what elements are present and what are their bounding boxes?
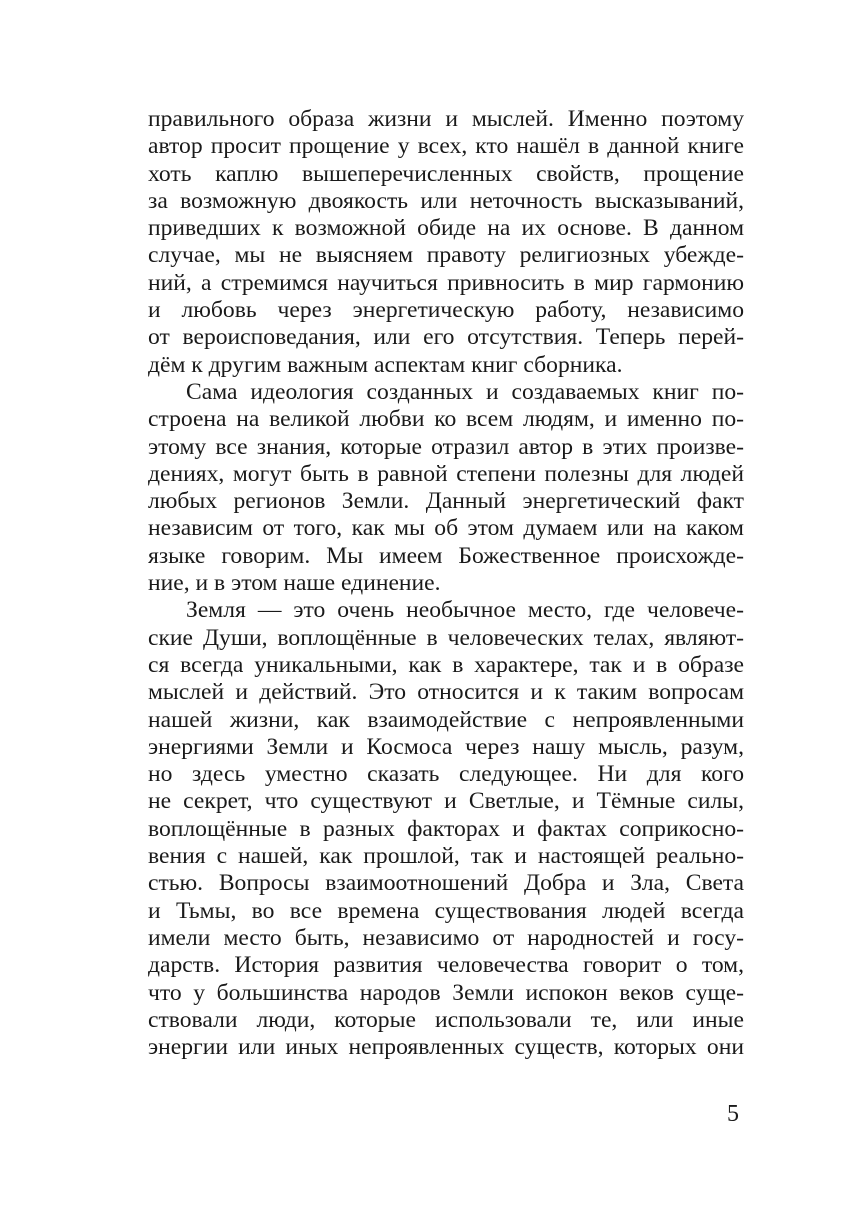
text-line: стью. Вопросы взаимоотношений Добра и Зла, Света [148,870,744,897]
text-line: энергии или иных непроявленных существ, которых они [148,1034,744,1061]
text-line: воплощённые в разных факторах и фактах соприкосно- [148,815,744,842]
text-line: и любовь через энергетическую работу, независимо [148,297,744,324]
text-line: строена на великой любви ко всем людям, и именно по- [148,406,744,433]
text-line: случае, мы не выясняем правоту религиозных убежде- [148,242,744,269]
text-line: приведших к возможной обиде на их основе. В данном [148,215,744,242]
text-line: ские Души, воплощённые в человеческих телах, являют- [148,624,744,651]
text-line: не секрет, что существуют и Светлые, и Тёмные силы, [148,788,744,815]
text-line: Земля — это очень необычное место, где человече- [186,597,744,624]
text-line: ние, и в этом наше единение. [148,570,441,597]
text-line: языке говорим. Мы имеем Божественное происхожде- [148,542,744,569]
text-line: и Тьмы, во все времена существования людей всегда [148,897,744,924]
text-line: нашей жизни, как взаимодействие с непроявленными [148,706,744,733]
text-line: дениях, могут быть в равной степени полезны для людей [148,460,744,487]
text-line: за возможную двоякость или неточность высказываний, [148,187,744,214]
text-line: от вероисповедания, или его отсутствия. Теперь перей- [148,324,744,351]
text-line: автор просит прощение у всех, кто нашёл в данной книге [148,133,744,160]
text-line: Сама идеология созданных и создаваемых книг по- [186,378,744,405]
text-line: имели место быть, независимо от народностей и госу- [148,924,744,951]
text-line: дарств. История развития человечества говорит о том, [148,952,744,979]
text-line: мыслей и действий. Это относится и к таким вопросам [148,679,744,706]
text-line: любых регионов Земли. Данный энергетический факт [148,488,744,515]
text-line: вения с нашей, как прошлой, так и настоящей реально- [148,843,744,870]
text-line: правильного образа жизни и мыслей. Именно поэтому [148,106,744,132]
text-line: ся всегда уникальными, как в характере, так и в образе [148,651,744,678]
page-number: 5 [727,1101,739,1127]
text-line: дём к другим важным аспектам книг сборника. [148,351,623,378]
text-line: ствовали люди, которые использовали те, или иные [148,1006,744,1033]
paragraph [148,597,744,1061]
paragraph [148,106,744,379]
body-text [148,106,744,1061]
text-line: энергиями Земли и Космоса через нашу мысль, разум, [148,733,744,760]
text-line: хоть каплю вышеперечисленных свойств, прощение [148,160,744,187]
text-line: независим от того, как мы об этом думаем или на каком [148,515,744,542]
text-line: но здесь уместно сказать следующее. Ни для кого [148,761,744,788]
text-line: ний, а стремимся научиться привносить в мир гармонию [148,269,744,296]
text-line: этому все знания, которые отразил автор в этих произве- [148,433,744,460]
paragraph [148,379,744,597]
text-line: что у большинства народов Земли испокон веков суще- [148,979,744,1006]
